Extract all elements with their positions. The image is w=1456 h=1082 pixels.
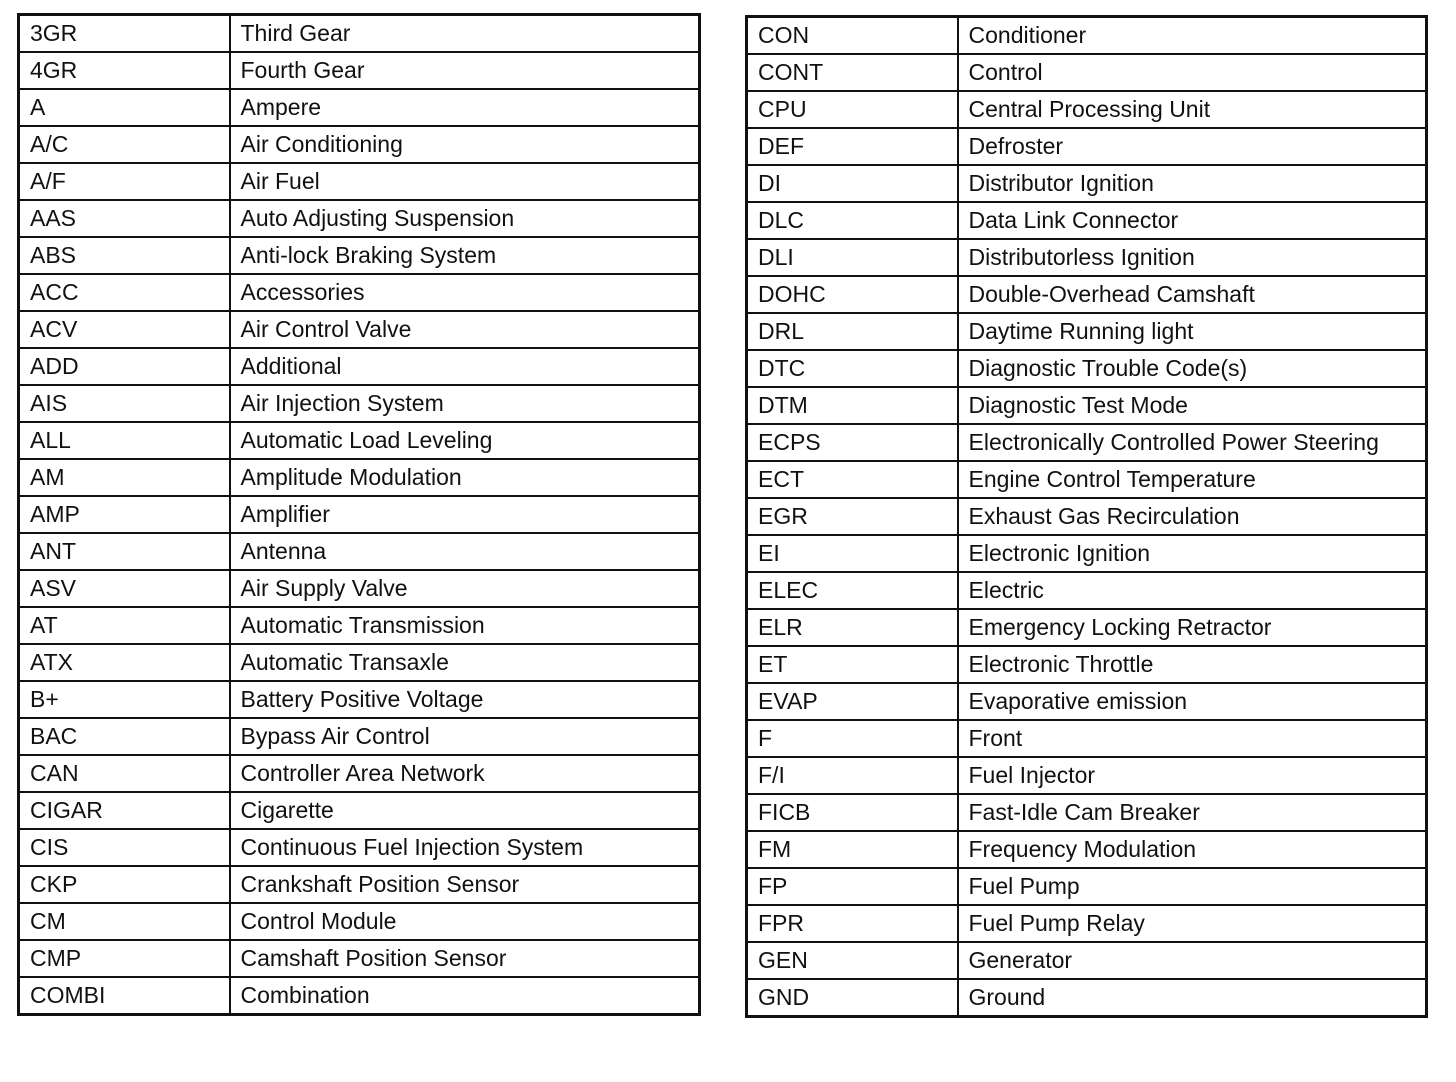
- abbreviation-cell: CIGAR: [19, 792, 230, 829]
- meaning-cell: Emergency Locking Retractor: [958, 609, 1427, 646]
- table-row: [19, 348, 700, 385]
- abbreviation-cell: AT: [19, 607, 230, 644]
- abbreviation-cell: DI: [747, 165, 958, 202]
- meaning-cell: Fuel Pump: [958, 868, 1427, 905]
- abbreviation-cell: B+: [19, 681, 230, 718]
- meaning-cell: Accessories: [230, 274, 700, 311]
- abbreviation-cell: CONT: [747, 54, 958, 91]
- meaning-cell: Fast-Idle Cam Breaker: [958, 794, 1427, 831]
- abbreviation-cell: ELEC: [747, 572, 958, 609]
- abbreviation-cell: ECPS: [747, 424, 958, 461]
- meaning-cell: Air Conditioning: [230, 126, 700, 163]
- table-row: [747, 128, 1427, 165]
- table-row: [19, 89, 700, 126]
- meaning-cell: Air Supply Valve: [230, 570, 700, 607]
- table-row: [747, 720, 1427, 757]
- abbreviation-cell: ELR: [747, 609, 958, 646]
- meaning-cell: Fuel Pump Relay: [958, 905, 1427, 942]
- abbreviation-cell: F/I: [747, 757, 958, 794]
- abbreviation-cell: COMBI: [19, 977, 230, 1015]
- table-row: [747, 831, 1427, 868]
- meaning-cell: Automatic Transaxle: [230, 644, 700, 681]
- meaning-cell: Data Link Connector: [958, 202, 1427, 239]
- abbreviation-cell: 3GR: [19, 15, 230, 53]
- table-row: [747, 905, 1427, 942]
- abbreviation-cell: AMP: [19, 496, 230, 533]
- meaning-cell: Daytime Running light: [958, 313, 1427, 350]
- meaning-cell: Double-Overhead Camshaft: [958, 276, 1427, 313]
- meaning-cell: Amplitude Modulation: [230, 459, 700, 496]
- abbreviation-cell: GEN: [747, 942, 958, 979]
- table-row: [747, 535, 1427, 572]
- abbreviation-cell: CKP: [19, 866, 230, 903]
- abbreviation-table-left: [17, 13, 701, 1016]
- abbreviation-cell: GND: [747, 979, 958, 1017]
- meaning-cell: Automatic Transmission: [230, 607, 700, 644]
- meaning-cell: Conditioner: [958, 17, 1427, 55]
- abbreviation-table-body: [19, 15, 700, 1015]
- meaning-cell: Central Processing Unit: [958, 91, 1427, 128]
- meaning-cell: Amplifier: [230, 496, 700, 533]
- abbreviation-cell: A: [19, 89, 230, 126]
- abbreviation-cell: CIS: [19, 829, 230, 866]
- abbreviation-cell: ATX: [19, 644, 230, 681]
- meaning-cell: Diagnostic Test Mode: [958, 387, 1427, 424]
- table-row: [747, 498, 1427, 535]
- table-row: [747, 91, 1427, 128]
- abbreviation-cell: DEF: [747, 128, 958, 165]
- abbreviation-cell: A/C: [19, 126, 230, 163]
- abbreviation-cell: DRL: [747, 313, 958, 350]
- table-row: [747, 757, 1427, 794]
- meaning-cell: Electric: [958, 572, 1427, 609]
- abbreviation-cell: FICB: [747, 794, 958, 831]
- meaning-cell: Control Module: [230, 903, 700, 940]
- meaning-cell: Engine Control Temperature: [958, 461, 1427, 498]
- abbreviation-cell: ACC: [19, 274, 230, 311]
- table-row: [19, 311, 700, 348]
- abbreviation-cell: EVAP: [747, 683, 958, 720]
- table-row: [19, 755, 700, 792]
- abbreviation-table-body: [747, 17, 1427, 1017]
- meaning-cell: Electronic Ignition: [958, 535, 1427, 572]
- abbreviation-cell: A/F: [19, 163, 230, 200]
- abbreviation-cell: AIS: [19, 385, 230, 422]
- table-row: [19, 163, 700, 200]
- table-row: [747, 313, 1427, 350]
- meaning-cell: Defroster: [958, 128, 1427, 165]
- table-row: [19, 607, 700, 644]
- table-row: [747, 276, 1427, 313]
- abbreviation-cell: FM: [747, 831, 958, 868]
- table-row: [19, 866, 700, 903]
- abbreviation-cell: DLI: [747, 239, 958, 276]
- table-row: [19, 940, 700, 977]
- table-row: [19, 792, 700, 829]
- table-row: [747, 979, 1427, 1017]
- meaning-cell: Cigarette: [230, 792, 700, 829]
- abbreviation-cell: ASV: [19, 570, 230, 607]
- meaning-cell: Front: [958, 720, 1427, 757]
- table-row: [747, 609, 1427, 646]
- meaning-cell: Exhaust Gas Recirculation: [958, 498, 1427, 535]
- meaning-cell: Generator: [958, 942, 1427, 979]
- abbreviation-cell: AAS: [19, 200, 230, 237]
- meaning-cell: Frequency Modulation: [958, 831, 1427, 868]
- table-row: [19, 422, 700, 459]
- abbreviation-cell: CON: [747, 17, 958, 55]
- meaning-cell: Automatic Load Leveling: [230, 422, 700, 459]
- meaning-cell: Fuel Injector: [958, 757, 1427, 794]
- abbreviation-cell: CM: [19, 903, 230, 940]
- meaning-cell: Electronic Throttle: [958, 646, 1427, 683]
- abbreviation-cell: DOHC: [747, 276, 958, 313]
- meaning-cell: Control: [958, 54, 1427, 91]
- abbreviation-cell: BAC: [19, 718, 230, 755]
- table-row: [747, 202, 1427, 239]
- meaning-cell: Additional: [230, 348, 700, 385]
- abbreviation-cell: ANT: [19, 533, 230, 570]
- meaning-cell: Air Control Valve: [230, 311, 700, 348]
- abbreviation-cell: DTM: [747, 387, 958, 424]
- meaning-cell: Continuous Fuel Injection System: [230, 829, 700, 866]
- table-row: [19, 718, 700, 755]
- abbreviation-table-right: [745, 15, 1428, 1018]
- meaning-cell: Evaporative emission: [958, 683, 1427, 720]
- table-row: [19, 459, 700, 496]
- meaning-cell: Combination: [230, 977, 700, 1015]
- abbreviation-cell: ACV: [19, 311, 230, 348]
- table-row: [19, 496, 700, 533]
- table-row: [747, 942, 1427, 979]
- table-row: [19, 903, 700, 940]
- table-row: [19, 126, 700, 163]
- meaning-cell: Air Fuel: [230, 163, 700, 200]
- table-row: [19, 385, 700, 422]
- meaning-cell: Diagnostic Trouble Code(s): [958, 350, 1427, 387]
- abbreviation-cell: ET: [747, 646, 958, 683]
- table-row: [19, 274, 700, 311]
- meaning-cell: Antenna: [230, 533, 700, 570]
- abbreviation-cell: AM: [19, 459, 230, 496]
- table-row: [747, 646, 1427, 683]
- meaning-cell: Ground: [958, 979, 1427, 1017]
- abbreviation-cell: EI: [747, 535, 958, 572]
- abbreviation-cell: CPU: [747, 91, 958, 128]
- meaning-cell: Electronically Controlled Power Steering: [958, 424, 1427, 461]
- meaning-cell: Air Injection System: [230, 385, 700, 422]
- table-row: [747, 387, 1427, 424]
- meaning-cell: Camshaft Position Sensor: [230, 940, 700, 977]
- meaning-cell: Auto Adjusting Suspension: [230, 200, 700, 237]
- table-row: [19, 200, 700, 237]
- meaning-cell: Distributor Ignition: [958, 165, 1427, 202]
- table-row: [747, 461, 1427, 498]
- abbreviation-cell: DLC: [747, 202, 958, 239]
- meaning-cell: Ampere: [230, 89, 700, 126]
- meaning-cell: Fourth Gear: [230, 52, 700, 89]
- table-row: [19, 15, 700, 53]
- meaning-cell: Anti-lock Braking System: [230, 237, 700, 274]
- meaning-cell: Bypass Air Control: [230, 718, 700, 755]
- abbreviation-cell: ECT: [747, 461, 958, 498]
- abbreviation-cell: ABS: [19, 237, 230, 274]
- table-row: [747, 868, 1427, 905]
- table-row: [19, 237, 700, 274]
- table-row: [747, 572, 1427, 609]
- abbreviation-cell: CAN: [19, 755, 230, 792]
- table-row: [19, 570, 700, 607]
- abbreviation-cell: CMP: [19, 940, 230, 977]
- abbreviation-cell: EGR: [747, 498, 958, 535]
- table-row: [19, 829, 700, 866]
- abbreviation-cell: 4GR: [19, 52, 230, 89]
- meaning-cell: Distributorless Ignition: [958, 239, 1427, 276]
- meaning-cell: Controller Area Network: [230, 755, 700, 792]
- table-row: [747, 239, 1427, 276]
- abbreviation-cell: ADD: [19, 348, 230, 385]
- abbreviation-cell: FP: [747, 868, 958, 905]
- table-row: [747, 54, 1427, 91]
- table-row: [747, 794, 1427, 831]
- table-row: [747, 350, 1427, 387]
- meaning-cell: Third Gear: [230, 15, 700, 53]
- table-row: [747, 165, 1427, 202]
- table-row: [19, 977, 700, 1015]
- table-row: [747, 683, 1427, 720]
- table-row: [19, 52, 700, 89]
- abbreviation-cell: DTC: [747, 350, 958, 387]
- table-row: [747, 424, 1427, 461]
- meaning-cell: Crankshaft Position Sensor: [230, 866, 700, 903]
- table-row: [19, 533, 700, 570]
- table-row: [19, 681, 700, 718]
- table-row: [19, 644, 700, 681]
- table-row: [747, 17, 1427, 55]
- abbreviation-cell: FPR: [747, 905, 958, 942]
- abbreviation-cell: F: [747, 720, 958, 757]
- meaning-cell: Battery Positive Voltage: [230, 681, 700, 718]
- abbreviation-cell: ALL: [19, 422, 230, 459]
